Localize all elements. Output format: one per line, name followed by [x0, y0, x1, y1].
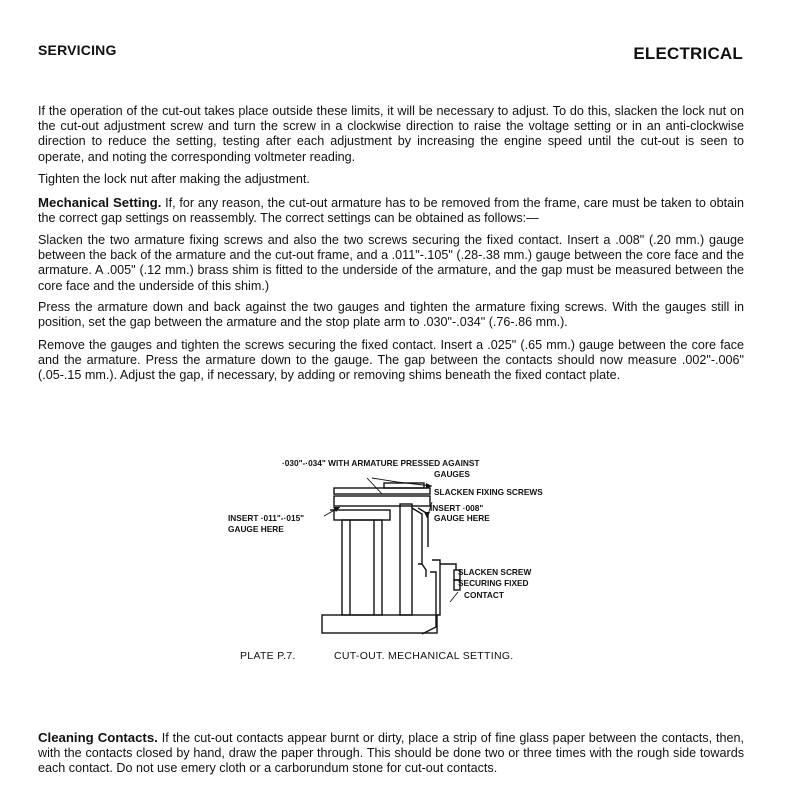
- label-armature-gap: ·030"-·034" WITH ARMATURE PRESSED AGAINST: [282, 458, 480, 468]
- cutout-drawing: [222, 452, 562, 652]
- cutout-diagram: [222, 452, 562, 652]
- core-bobbin: [342, 520, 382, 615]
- paragraph-press-armature: Press the armature down and back against the two gauges and tighten the armature fixing screws. With the gauges still in position, set the gap between the armature and the stop plate arm to .030"-.034" (.76-.86 mm.).: [38, 300, 744, 330]
- paragraph-cutout-adjust: If the operation of the cut-out takes place outside these limits, it will be necessary to adjust. To do this, slacken the lock nut on the cut-out adjustment screw and turn the screw in a clockwise direction to raise the voltage setting or in an anti-clockwise direction to reduce the setting, testing after each adjustment by increasing the engine speed until the cut-out is seen to operate, and noting the corresponding voltmeter reading.: [38, 104, 744, 164]
- header-servicing: SERVICING: [38, 42, 117, 58]
- heading-mechanical-setting: Mechanical Setting.: [38, 195, 162, 210]
- base-plate: [322, 615, 437, 633]
- label-insert-008: INSERT ·008": [430, 503, 484, 513]
- heading-cleaning-contacts: Cleaning Contacts.: [38, 730, 158, 745]
- label-slacken-screw: SLACKEN SCREW: [458, 567, 532, 577]
- paragraph-remove-gauges: Remove the gauges and tighten the screws securing the fixed contact. Insert a .025" (.65 mm.) gauge between the core face and the armature. Press the armature down to the gauge. The gap between the contacts should now measure .002"-.006" (.05-.15 mm.). Adjust the gap, if necessary, by adding or removing shims beneath the fixed contact plate.: [38, 338, 744, 383]
- armature: [334, 496, 430, 506]
- paragraph-tighten-locknut: Tighten the lock nut after making the adjustment.: [38, 172, 310, 186]
- label-slacken-fixing-screws: SLACKEN FIXING SCREWS: [434, 487, 543, 497]
- label-insert-011: INSERT ·011"-·015": [228, 513, 305, 523]
- label-gauges: GAUGES: [434, 469, 470, 479]
- paragraph-slacken-screws: Slacken the two armature fixing screws and also the two screws securing the fixed contact. Insert a .008" (.20 mm.) gauge between the back of the armature and the cut-out frame, and a .011"-.105" (.28-.38 mm.) gauge between the core face and the armature. A .005" (.12 mm.) brass shim is fitted to the underside of the armature, and the gap must be measured between the core face and the underside of this shim.): [38, 233, 744, 293]
- caption-plate-number: PLATE P.7.: [240, 650, 296, 662]
- paragraph-mechanical-setting-text: If, for any reason, the cut-out armature has to be removed from the frame, care must be taken to obtain the correct gap settings on reassembly. The correct settings can be obtained as follows:—: [38, 196, 744, 226]
- label-insert-011-gauge: GAUGE HERE: [228, 524, 284, 534]
- label-insert-008-gauge: GAUGE HERE: [434, 513, 490, 523]
- frame: [400, 504, 412, 615]
- header-electrical: ELECTRICAL: [633, 44, 743, 63]
- label-securing-fixed: SECURING FIXED: [458, 578, 529, 588]
- paragraph-mechanical-setting: [38, 195, 744, 226]
- paragraph-cleaning-contacts: [38, 730, 744, 777]
- paragraph-cleaning-contacts-text: If the cut-out contacts appear burnt or dirty, place a strip of fine glass paper between the contacts, then, with the contacts closed by hand, draw the paper through. This should be done two or three times with the rough side towards each contact. Do not use emery cloth or a carborundum stone for cut-out contacts.: [38, 731, 744, 776]
- caption-figure-title: CUT-OUT. MECHANICAL SETTING.: [334, 650, 514, 662]
- label-contact: CONTACT: [464, 590, 504, 600]
